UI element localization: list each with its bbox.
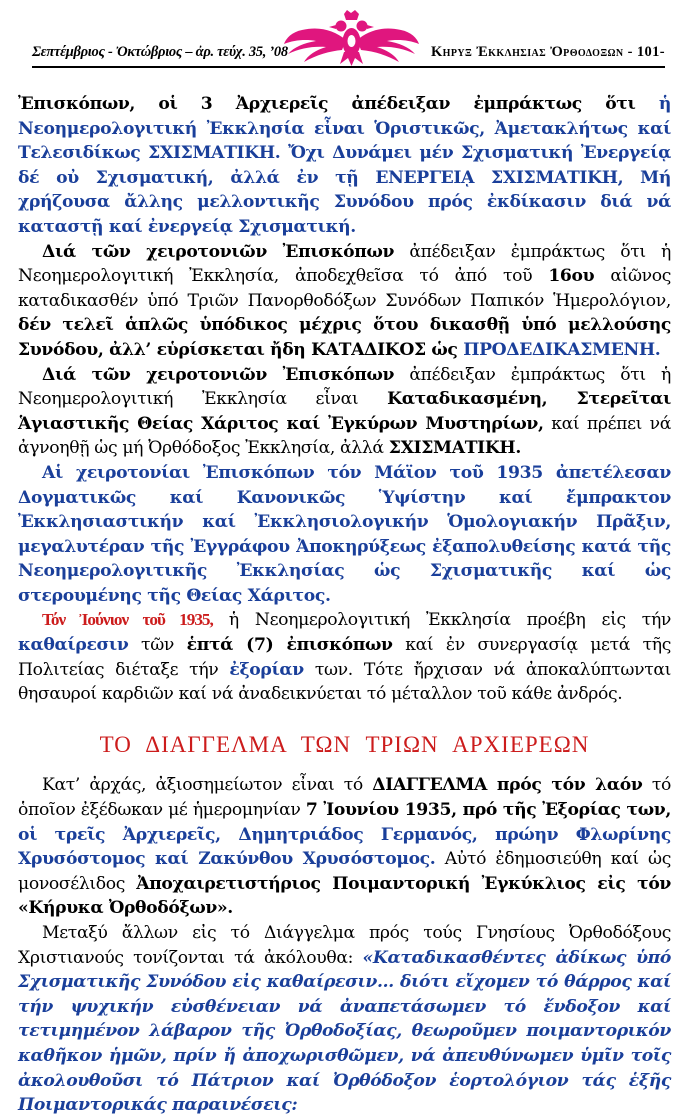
p6-text-3: Αὐτό ἐδημοσιεύθη καί ὡς μονοσέλιδος bbox=[18, 849, 671, 894]
paragraph-2 bbox=[18, 240, 671, 363]
p5-date: Τόν Ἰούνιον τοῦ 1935, bbox=[42, 610, 213, 630]
p7-text: Μεταξύ ἄλλων εἰς τό Διάγγελμα πρός τούς Γνησίους Ὀρθοδόξους Χριστιανούς τονίζονται τά ἀκόλουθα: bbox=[18, 923, 671, 968]
p3-text-2: καί πρέπει νά ἀγνοηθῇ ὡς μή Ὀρθόδοξος Ἐκκλησία, ἀλλά bbox=[18, 413, 671, 459]
p2-century: 16ου bbox=[548, 266, 595, 287]
p5-exile: ἐξορίαν bbox=[229, 659, 304, 680]
p6-text-2: τό ὁποῖον ἐξέδωκαν μέ ἡμερομηνίαν bbox=[18, 775, 671, 821]
p5-text-4: των. Τότε ἤρχισαν νά ἀποκαλύπτωνται θησαυροί καρδιῶν καί νά ἀναδεικνύεται τό μέταλλον τοῦ κάθε ἀνδρός. bbox=[18, 659, 671, 705]
paragraph-1 bbox=[18, 92, 671, 240]
p3-lead: Διά τῶν χειροτονιῶν Ἐπισκόπων bbox=[42, 364, 395, 385]
p6-proclamation: ΔΙΑΓΓΕΛΜΑ πρός τόν λαόν bbox=[372, 775, 643, 796]
p5-text-3: καί ἐν συνεργασίᾳ μετά τῆς Πολιτείας διέταξε τήν bbox=[18, 635, 672, 680]
paragraph-6 bbox=[18, 773, 671, 921]
p3-text-bold: Καταδικασμένη, Στερεῖται Ἁγιαστικῆς Θείας Χάριτος καί Ἐγκύρων Μυστηρίων, bbox=[18, 389, 671, 434]
double-headed-eagle-icon bbox=[284, 10, 419, 66]
p6-encyclical: Ἀποχαιρετιστήριος Ποιμαντορική Ἐγκύκλιος εἰς τόν «Κήρυκα Ὀρθοδόξων». bbox=[18, 873, 672, 919]
p1-text-bold: Ἐπισκόπων, οἱ 3 Ἀρχιερεῖς ἀπέδειξαν ἐμπράκτως ὅτι bbox=[18, 94, 659, 114]
header-rule bbox=[32, 66, 665, 68]
issue-info: Σεπτέμβριος - Ὀκτώβριος – ἀρ. τεύχ. 35, ’08 bbox=[32, 44, 288, 60]
section-title: ΤΟ ΔΙΑΓΓΕΛΜΑ ΤΩΝ ΤΡΙΩΝ ΑΡΧΙΕΡΕΩΝ bbox=[99, 731, 590, 757]
p5-deposition: καθαίρεσιν bbox=[18, 635, 129, 656]
p7-quote: «Καταδικασθέντες ἀδίκως ὑπό Σχισματικῆς Συνόδου εἰς καθαίρεσιν… διότι εἴχομεν τό θάρρος καί τήν ψυχικήν εὐσθένειαν νά ἀναπετάσωμεν τό ἔνδοξον καί τετιμημένον λάβαρον τῆς Ὀρθοδοξίας, θεωροῦμεν ποιμαντορικόν καθῆκον ἡμῶν, πρίν ἤ ἀποχωρισθῶμεν, νά ἀπευθύνωμεν ὑμῖν τοῖς ἀκολουθοῦσι τό Πάτριον καί Ὀρθόδοξον ἑορτολόγιον τάς ἑξῆς Ποιμαντορικάς παραινέσεις: bbox=[18, 947, 671, 1116]
running-header bbox=[14, 0, 669, 66]
page-number: - 101- bbox=[627, 44, 665, 60]
paragraph-7 bbox=[18, 921, 671, 1118]
p5-text: ἡ Νεοημερολογιτική Ἐκκλησία προέβη εἰς τήν bbox=[212, 610, 671, 631]
p3-text: ἀπέδειξαν ἐμπράκτως ὅτι ἡ Νεοημερολογιτική Ἐκκλησία εἶναι bbox=[18, 364, 671, 410]
paragraph-3 bbox=[18, 363, 671, 461]
paragraph-4 bbox=[18, 461, 671, 609]
p5-seven-bishops: ἑπτά (7) ἐπισκόπων bbox=[186, 635, 393, 656]
p2-text: ἀπέδειξαν ἐμπράκτως ὅτι ἡ Νεοημερολογιτική Ἐκκλησία, ἀποδεχθεῖσα τό ἀπό τοῦ bbox=[18, 241, 671, 287]
p2-text-blue: ΠΡΟΔΕΔΙΚΑΣΜΕΝΗ. bbox=[463, 339, 661, 360]
article-body bbox=[18, 92, 671, 1118]
p6-text: Κατ’ ἀρχάς, ἀξιοσημείωτον εἶναι τό bbox=[42, 775, 373, 796]
journal-title-page-number bbox=[431, 44, 665, 61]
p1-text-blue: ἡ Νεοημερολογιτική Ἐκκλησία εἶναι Ὁριστικῶς, Ἀμετακλήτως καί Τελεσιδίκως ΣΧΙΣΜΑΤΙΚΗ. Ὄχι Δυνάμει μέν Σχισματική Ἐνεργείᾳ δέ οὐ Σχισματική, ἀλλά ἐν τῇ ΕΝΕΡΓΕΙᾼ ΣΧΙΣΜΑΤΙΚΗ, Μή χρήζουσα ἄλλης μελλοντικῆς Συνόδου πρός ἐκδίκασιν διά νά καταστῇ καί ἐνεργείᾳ Σχισματική. bbox=[18, 94, 671, 237]
paragraph-5 bbox=[18, 608, 671, 706]
p2-lead: Διά τῶν χειροτονιῶν Ἐπισκόπων bbox=[42, 241, 395, 262]
p4-text-blue: Αἱ χειροτονίαι Ἐπισκόπων τόν Μάϊον τοῦ 1935 ἀπετέλεσαν Δογματικῶς καί Κανονικῶς Ὑψίστην καί ἔμπρακτον Ἐκκλησιαστικήν καί Ἐκκλησιολογικήν Ὁμολογιακήν Πρᾶξιν, μεγαλυτέραν τῆς Ἐγγράφου Ἀποκηρύξεως ἐξαπολυθείσης κατά τῆς Νεοημερολογιτικῆς Ἐκκλησίας ὡς Σχισματικῆς καί ὡς στερουμένης τῆς Θείας Χάριτος. bbox=[18, 462, 671, 606]
p6-hierarchs: οἱ τρεῖς Ἀρχιερεῖς, Δημητριάδος Γερμανός, πρώην Φλωρίνης Χρυσόστομος καί Ζακύνθου Χρυσόστομος. bbox=[18, 824, 671, 870]
p2-text-2: αἰῶνος καταδικασθέν ὑπό Τριῶν Πανορθοδόξων Συνόδων Παπικόν Ἡμερολόγιον, bbox=[18, 266, 672, 311]
p2-text-bold: δέν τελεῖ ἁπλῶς ὑπόδικος μέχρις ὅτου δικασθῇ ὑπό μελλούσης Συνόδου, ἀλλ’ εὑρίσκεται ἤδη ΚΑΤΑΔΙΚΟΣ ὡς bbox=[18, 315, 671, 360]
journal-title: Κηρυξ Ἐκκλησιας Ὀρθοδοξων bbox=[430, 44, 624, 60]
p6-date: 7 Ἰουνίου 1935, πρό τῆς Ἐξορίας των, bbox=[305, 800, 671, 821]
p3-text-bold-2: ΣΧΙΣΜΑΤΙΚΗ. bbox=[388, 438, 521, 459]
p5-text-2: τῶν bbox=[128, 635, 187, 656]
